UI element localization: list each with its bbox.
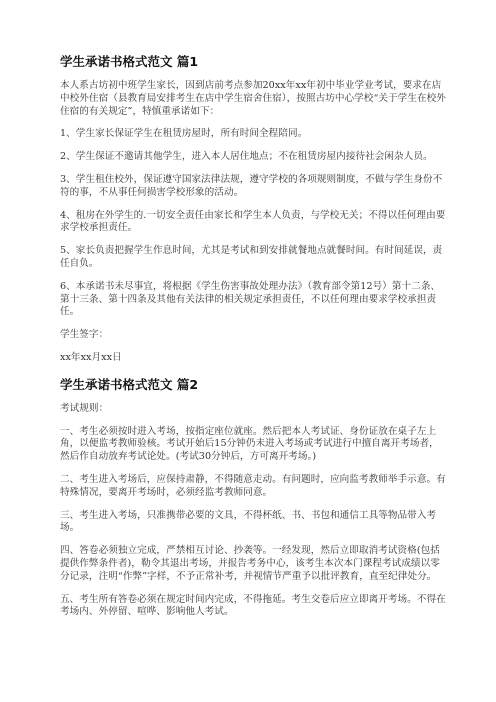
section-1-title: 学生承诺书格式范文 篇1	[60, 54, 199, 69]
s1-clause-2: 2、学生保证不邀请其他学生，进入本人居住地点；不在租赁房屋内接待社会闲杂人员。	[60, 151, 433, 163]
s1-intro-paragraph: 本人系古坊初中班学生家长，因到店前考点参加20xx年xx年初中毕业学业考试，要求在店中校外住宿（县教育局安排考生在店中学生宿舍住宿），按照古坊中心学校“关于学生在校外住宿的有关规定”，特慎重承诺如下：	[60, 80, 446, 117]
s2-rule-4: 四、答卷必须独立完成，严禁相互讨论、抄袭等。一经发现，然后立即取消考试资格(包括提供作弊条件者)，勒令其退出考场，并报告考务中心，该考生本次本门课程考试成绩以零分记录，注明“作弊”字样，不予正常补考，并视情节严重予以批评教育，直至纪律处分。	[60, 545, 440, 582]
s2-rule-1: 一、考生必须按时进入考场，按指定座位就座。然后把本人考试证、身份证放在桌子左上角，以便监考教师验核。考试开始后15分钟仍未进入考场或考试进行中擅自离开考场者，然后作自动放弃考试论处。(考试30分钟后，方可离开考场。)	[60, 425, 439, 463]
s1-signature-label: 学生签字：	[60, 329, 109, 341]
s1-clause-5: 5、家长负责把握学生作息时间，尤其是考试和到安排就餐地点就餐时间。有时间延误，责任自负。	[60, 245, 443, 269]
s2-rule-2: 二、考生进入考场后，应保持肃静，不得随意走动。有问题时，应向监考教师举手示意。有特殊情况，要离开考场时，必须经监考教师同意。	[60, 473, 446, 498]
s1-clause-4: 4、租房在外学生的.一切安全责任由家长和学生本人负责，与学校无关；不得以任何理由要求学校承担责任。	[60, 209, 446, 234]
document-page	[60, 54, 446, 629]
s2-rule-5: 五、考生所有答卷必须在规定时间内完成，不得拖延。考生交卷后应立即离开考场。不得在考场内、外停留、喧哗、影响他人考试。	[60, 593, 446, 618]
s1-clause-3: 3、学生租住校外，保证遵守国家法律法规，遵守学校的各项规则制度，不做与学生身份不符的事，不从事任何损害学校形象的活动。	[60, 173, 443, 198]
s2-rule-3: 三、考生进入考场，只准携带必要的文具，不得杯纸、书、书包和通信工具等物品带入考场。	[60, 509, 437, 534]
s2-rules-heading: 考试规则：	[60, 402, 109, 414]
s1-date-line: xx年xx月xx日	[60, 351, 122, 363]
s1-clause-6: 6、本承诺书未尽事宜，将根据《学生伤害事故处理办法》（教育部令第12号）第十二条、第十三条、第十四条及其他有关法律的相关规定承担责任，不以任何理由要求学校承担责任。	[60, 280, 441, 318]
section-2-title: 学生承诺书格式范文 篇2	[60, 376, 199, 392]
s1-clause-1: 1、学生家长保证学生在租赁房屋时，所有时间全程陪同。	[60, 128, 308, 140]
